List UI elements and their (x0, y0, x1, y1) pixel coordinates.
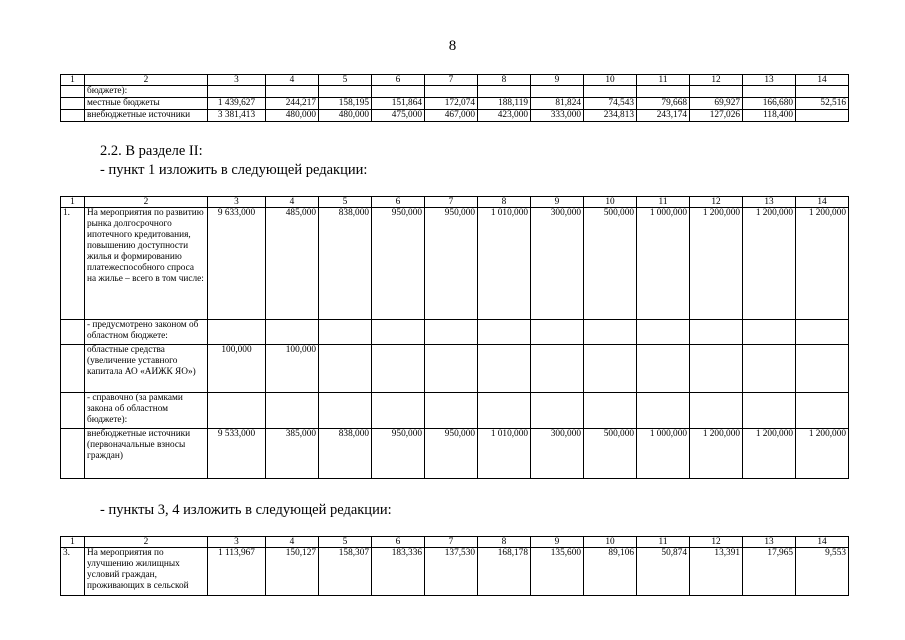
table-row (61, 208, 849, 320)
value-cell (478, 393, 531, 429)
value-cell (372, 345, 425, 393)
value-cell (425, 345, 478, 393)
column-header: 3 (208, 75, 266, 86)
column-header: 10 (584, 75, 637, 86)
value-cell (690, 393, 743, 429)
header-row (61, 197, 849, 208)
row-label-cell: - справочно (за рамками закона об областном бюджете): (85, 393, 208, 429)
column-header: 6 (372, 75, 425, 86)
table-row (61, 429, 849, 479)
column-header: 7 (425, 537, 478, 548)
value-cell (690, 320, 743, 345)
column-header: 2 (85, 537, 208, 548)
value-cell (319, 393, 372, 429)
value-cell: 244,217 (266, 98, 319, 110)
column-header: 6 (372, 537, 425, 548)
value-cell: 467,000 (425, 110, 478, 122)
value-cell: 950,000 (372, 429, 425, 479)
value-cell: 137,530 (425, 548, 478, 596)
table-budget-continuation (60, 74, 849, 122)
value-cell: 1 200,000 (743, 429, 796, 479)
value-cell: 150,127 (266, 548, 319, 596)
value-cell: 183,336 (372, 548, 425, 596)
value-cell (637, 393, 690, 429)
table-row (61, 393, 849, 429)
value-cell (743, 320, 796, 345)
column-header: 10 (584, 537, 637, 548)
column-header: 1 (61, 537, 85, 548)
value-cell: 1 010,000 (478, 208, 531, 320)
row-number-cell (61, 345, 85, 393)
value-cell: 1 000,000 (637, 208, 690, 320)
value-cell (266, 320, 319, 345)
row-number-cell (61, 393, 85, 429)
column-header: 12 (690, 197, 743, 208)
value-cell (372, 320, 425, 345)
value-cell: 500,000 (584, 429, 637, 479)
value-cell (531, 345, 584, 393)
value-cell (319, 320, 372, 345)
value-cell: 168,178 (478, 548, 531, 596)
column-header: 9 (531, 197, 584, 208)
value-cell (266, 393, 319, 429)
value-cell: 74,543 (584, 98, 637, 110)
column-header: 2 (85, 197, 208, 208)
column-header: 10 (584, 197, 637, 208)
value-cell (531, 393, 584, 429)
row-number-cell (61, 98, 85, 110)
value-cell: 9,553 (796, 548, 849, 596)
value-cell (743, 345, 796, 393)
row-number-cell: 3. (61, 548, 85, 596)
value-cell (637, 345, 690, 393)
value-cell (796, 110, 849, 122)
column-header: 13 (743, 197, 796, 208)
column-header: 9 (531, 75, 584, 86)
value-cell: 158,307 (319, 548, 372, 596)
value-cell: 1 200,000 (796, 429, 849, 479)
column-header: 4 (266, 197, 319, 208)
value-cell: 13,391 (690, 548, 743, 596)
column-header: 11 (637, 197, 690, 208)
row-label-cell: - предусмотрено законом об областном бюджете: (85, 320, 208, 345)
column-header: 7 (425, 197, 478, 208)
value-cell (690, 345, 743, 393)
value-cell: 1 200,000 (796, 208, 849, 320)
value-cell (796, 393, 849, 429)
value-cell: 300,000 (531, 429, 584, 479)
value-cell: 50,874 (637, 548, 690, 596)
value-cell: 1 200,000 (743, 208, 796, 320)
table-points-3-4 (60, 536, 849, 596)
column-header: 1 (61, 197, 85, 208)
value-cell (743, 86, 796, 98)
value-cell: 234,813 (584, 110, 637, 122)
value-cell: 172,074 (425, 98, 478, 110)
row-number-cell (61, 429, 85, 479)
page-number: 8 (448, 38, 457, 54)
value-cell: 838,000 (319, 208, 372, 320)
value-cell: 100,000 (266, 345, 319, 393)
column-header: 12 (690, 75, 743, 86)
value-cell: 1 113,967 (208, 548, 266, 596)
table-row (61, 98, 849, 110)
row-number-cell: 1. (61, 208, 85, 320)
value-cell (319, 86, 372, 98)
table-point-1 (60, 196, 849, 479)
column-header: 14 (796, 197, 849, 208)
value-cell: 188,119 (478, 98, 531, 110)
row-label-cell: бюджете): (85, 86, 208, 98)
value-cell: 838,000 (319, 429, 372, 479)
table-row (61, 320, 849, 345)
value-cell: 9 533,000 (208, 429, 266, 479)
value-cell: 1 200,000 (690, 429, 743, 479)
header-row (61, 537, 849, 548)
value-cell (531, 86, 584, 98)
column-header: 4 (266, 75, 319, 86)
value-cell (584, 86, 637, 98)
value-cell: 333,000 (531, 110, 584, 122)
column-header: 14 (796, 75, 849, 86)
column-header: 8 (478, 75, 531, 86)
column-header: 11 (637, 537, 690, 548)
value-cell: 485,000 (266, 208, 319, 320)
row-number-cell (61, 320, 85, 345)
value-cell (584, 393, 637, 429)
table-row (61, 548, 849, 596)
section-title: 2.2. В разделе II: (100, 143, 203, 159)
header-row (61, 75, 849, 86)
value-cell (584, 320, 637, 345)
table1-body (61, 75, 849, 122)
column-header: 14 (796, 537, 849, 548)
value-cell (478, 345, 531, 393)
value-cell: 1 010,000 (478, 429, 531, 479)
value-cell: 480,000 (266, 110, 319, 122)
value-cell: 3 381,413 (208, 110, 266, 122)
value-cell: 151,864 (372, 98, 425, 110)
value-cell (478, 320, 531, 345)
points34-text: - пункты 3, 4 изложить в следующей редакции: (100, 502, 392, 518)
row-label-cell: областные средства (увеличение уставного капитала АО «АИЖК ЯО») (85, 345, 208, 393)
value-cell (637, 86, 690, 98)
value-cell (425, 393, 478, 429)
value-cell: 950,000 (425, 208, 478, 320)
value-cell: 127,026 (690, 110, 743, 122)
value-cell: 81,824 (531, 98, 584, 110)
value-cell (319, 345, 372, 393)
table-row (61, 86, 849, 98)
table-row (61, 345, 849, 393)
value-cell (208, 320, 266, 345)
value-cell: 423,000 (478, 110, 531, 122)
value-cell: 1 200,000 (690, 208, 743, 320)
column-header: 1 (61, 75, 85, 86)
value-cell: 100,000 (208, 345, 266, 393)
point1-text: - пункт 1 изложить в следующей редакции: (100, 162, 368, 178)
column-header: 5 (319, 197, 372, 208)
value-cell (425, 320, 478, 345)
column-header: 11 (637, 75, 690, 86)
column-header: 13 (743, 537, 796, 548)
value-cell: 52,516 (796, 98, 849, 110)
row-number-cell (61, 110, 85, 122)
value-cell: 135,600 (531, 548, 584, 596)
value-cell: 9 633,000 (208, 208, 266, 320)
row-label-cell: внебюджетные источники (первоначальные взносы граждан) (85, 429, 208, 479)
row-number-cell (61, 86, 85, 98)
value-cell (208, 393, 266, 429)
value-cell: 89,106 (584, 548, 637, 596)
value-cell: 166,680 (743, 98, 796, 110)
column-header: 2 (85, 75, 208, 86)
value-cell (425, 86, 478, 98)
column-header: 12 (690, 537, 743, 548)
value-cell: 79,668 (637, 98, 690, 110)
value-cell (796, 320, 849, 345)
value-cell: 475,000 (372, 110, 425, 122)
column-header: 7 (425, 75, 478, 86)
value-cell: 1 000,000 (637, 429, 690, 479)
value-cell (372, 86, 425, 98)
value-cell (531, 320, 584, 345)
value-cell (637, 320, 690, 345)
column-header: 5 (319, 537, 372, 548)
value-cell (478, 86, 531, 98)
value-cell: 385,000 (266, 429, 319, 479)
value-cell: 480,000 (319, 110, 372, 122)
value-cell: 950,000 (425, 429, 478, 479)
column-header: 8 (478, 197, 531, 208)
value-cell: 500,000 (584, 208, 637, 320)
value-cell: 69,927 (690, 98, 743, 110)
value-cell: 300,000 (531, 208, 584, 320)
column-header: 3 (208, 537, 266, 548)
value-cell (796, 86, 849, 98)
value-cell: 243,174 (637, 110, 690, 122)
value-cell (372, 393, 425, 429)
table3-body (61, 537, 849, 596)
row-label-cell: внебюджетные источники (85, 110, 208, 122)
value-cell (796, 345, 849, 393)
value-cell (266, 86, 319, 98)
row-label-cell: На мероприятия по развитию рынка долгосрочного ипотечного кредитования, повышению доступности жилья и формированию платежеспособного спроса на жилье – всего в том числе: (85, 208, 208, 320)
row-label-cell: местные бюджеты (85, 98, 208, 110)
value-cell: 158,195 (319, 98, 372, 110)
value-cell: 950,000 (372, 208, 425, 320)
column-header: 5 (319, 75, 372, 86)
table-row (61, 110, 849, 122)
value-cell (584, 345, 637, 393)
value-cell (743, 393, 796, 429)
column-header: 4 (266, 537, 319, 548)
row-label-cell: На мероприятия по улучшению жилищных условий граждан, проживающих в сельской (85, 548, 208, 596)
value-cell: 118,400 (743, 110, 796, 122)
column-header: 13 (743, 75, 796, 86)
column-header: 9 (531, 537, 584, 548)
column-header: 3 (208, 197, 266, 208)
value-cell (690, 86, 743, 98)
table2-body (61, 197, 849, 479)
value-cell: 1 439,627 (208, 98, 266, 110)
value-cell (208, 86, 266, 98)
column-header: 6 (372, 197, 425, 208)
column-header: 8 (478, 537, 531, 548)
value-cell: 17,965 (743, 548, 796, 596)
